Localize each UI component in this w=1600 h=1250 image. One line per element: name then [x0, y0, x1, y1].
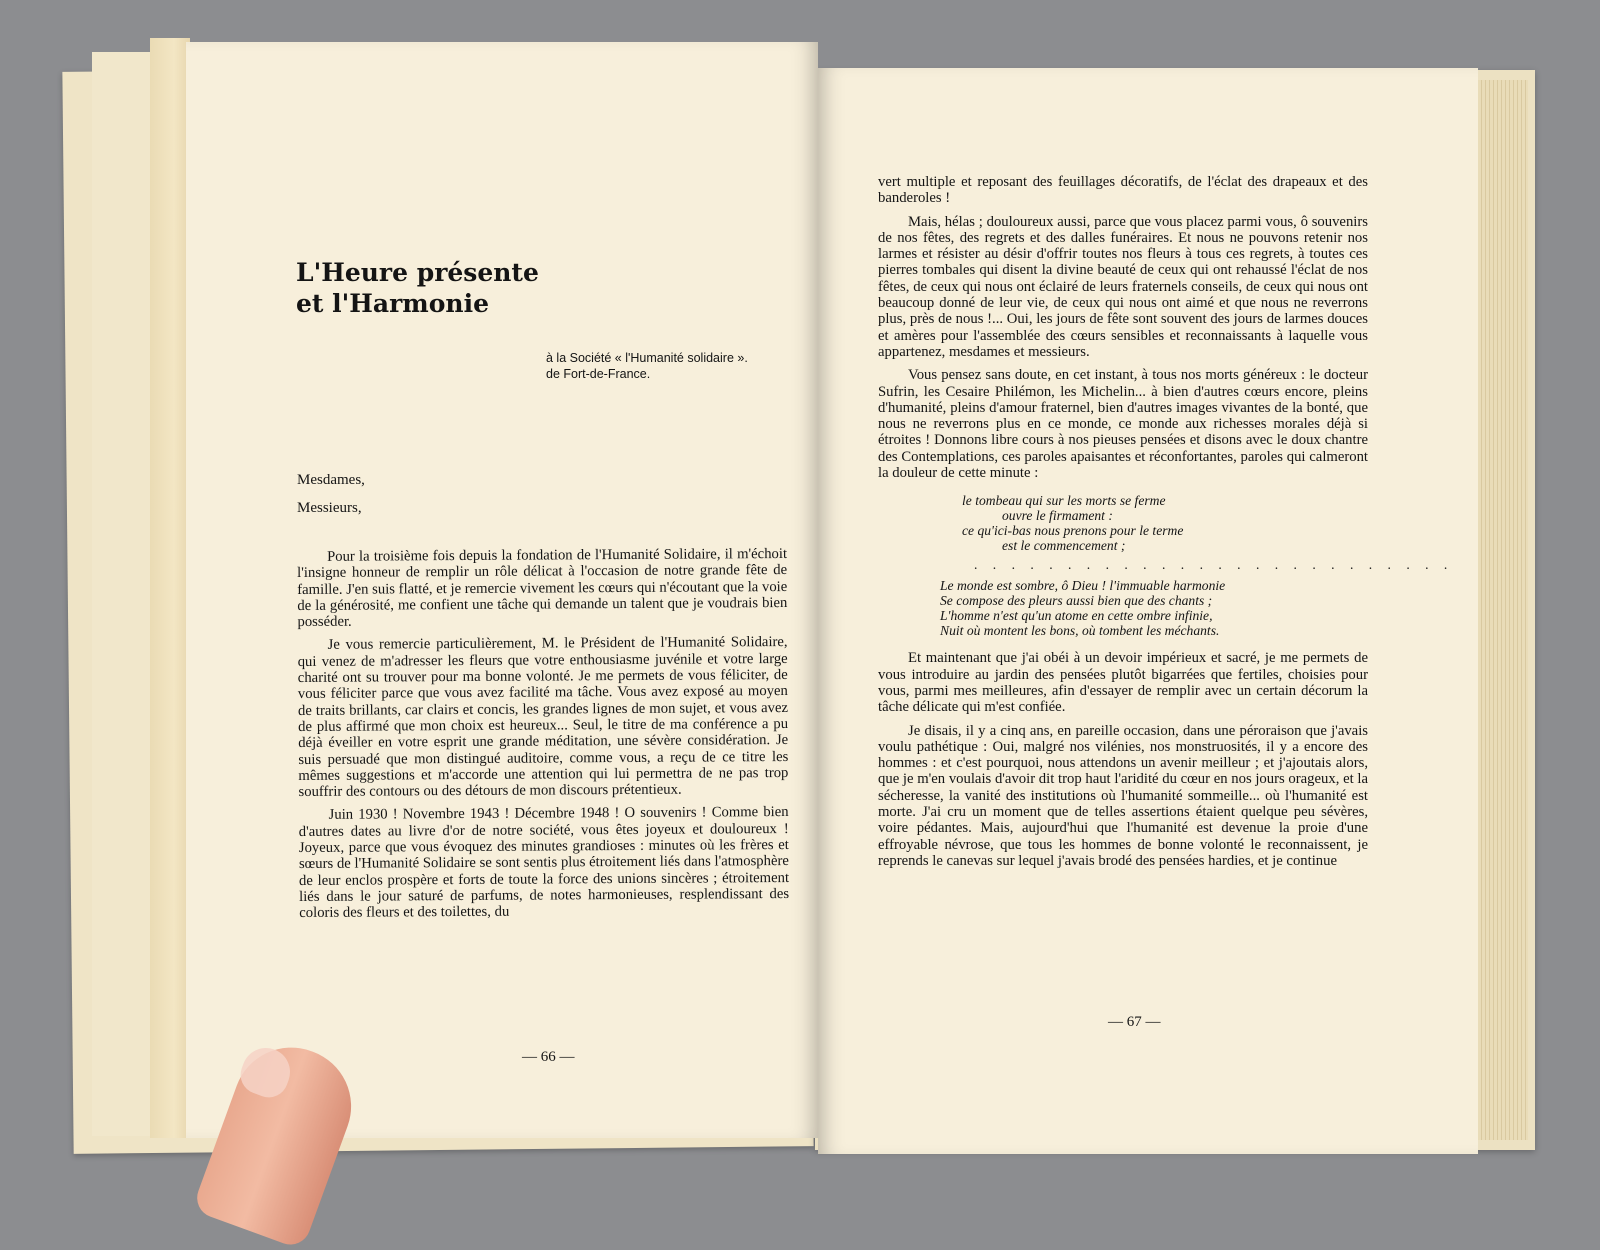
page-edges-right [1470, 80, 1528, 1140]
paragraph: Je vous remercie particulièrement, M. le Président de l'Humanité Solidaire, qui venez de m'adresser les fleurs que votre enthousiasme juvénile et votre large charité ont su trouver pour ma bonne volonté. Je me permets de vous féliciter, de vous féliciter parce que vous avez facilité ma tâche. Vous avez exposé au moyen de traits brillants, car clairs et concis, les grandes lignes de mon sujet, et vous avez de plus affirmé que mon choix est heureux... Seul, le titre de ma conférence a pu déjà éveiller en votre esprit une grande méditation, une sévère considération. Je suis persuadé que mon distingué auditoire, comme vous, a reçu de ce titre les mêmes suggestions et m'accorde une attention qui lui permettra de ne pas trop souffrir des contours ou des détours de mon discours prétentieux. [297, 634, 789, 801]
dedication-line-2: de Fort-de-France. [546, 367, 651, 381]
title-line-1: L'Heure présente [296, 258, 539, 287]
poem-line: Le monde est sombre, ô Dieu ! l'immuable harmonie [940, 578, 1226, 594]
dedication-line-1: à la Société « l'Humanité solidaire ». [546, 351, 748, 365]
paragraph: Juin 1930 ! Novembre 1943 ! Décembre 1948 ! O souvenirs ! Comme bien d'autres dates au livre d'or de notre société, vous êtes joyeux et douloureux ! Joyeux, parce que vous évoquez des minutes grandioses : minutes où les frères et sœurs de l'Humanité Solidaire se sont sentis plus étroitement liés dans l'atmosphère de leur enclos prospère et forts de toute la force des unions sincères ; étroitement liés dans le jour saturé de parfums, de notes harmonieuses, resplendissant des coloris des fleurs et des toilettes, du [298, 804, 790, 922]
page-number-right: — 67 — [1108, 1014, 1161, 1030]
title-line-2: et l'Harmonie [296, 289, 490, 318]
left-page [186, 42, 818, 1138]
poem-ellipsis: . . . . . . . . . . . . . . . . . . . . . . . . . . [974, 557, 1454, 573]
poem-line: le tombeau qui sur les morts se ferme [962, 493, 1166, 509]
poem-line: ouvre le firmament : [1002, 508, 1113, 524]
dedication [546, 350, 806, 382]
salutation-messieurs: Messieurs, [297, 500, 362, 516]
paragraph: Pour la troisième fois depuis la fondation de l'Humanité Solidaire, il m'échoit l'insigne honneur de remplir un rôle délicat à l'occasion de notre grande fête de famille. J'en suis flatté, et je remercie vivement les cœurs qui n'écoutant que la voie de la générosité, me confient une tâche qui demande un talent que je voudrais bien posséder. [297, 546, 788, 631]
poem-line: ce qu'ici-bas nous prenons pour le terme [962, 523, 1184, 539]
right-page [818, 68, 1478, 1154]
poem-line: Nuit où montent les bons, où tombent les méchants. [940, 623, 1220, 639]
paragraph: vert multiple et reposant des feuillages décoratifs, de l'éclat des drapeaux et des banderoles ! [878, 174, 1368, 207]
poem-line: L'homme n'est qu'un atome en cette ombre infinie, [940, 608, 1213, 624]
poem-line: Se compose des pleurs aussi bien que des chants ; [940, 593, 1213, 609]
right-body-text [878, 174, 1454, 876]
poem-quote [878, 493, 1454, 639]
chapter-title [296, 257, 539, 319]
left-body-text [297, 546, 789, 929]
salutation-mesdames: Mesdames, [297, 472, 365, 488]
poem-line: est le commencement ; [1002, 538, 1126, 554]
page-number-left: — 66 — [522, 1049, 575, 1065]
paragraph: Et maintenant que j'ai obéi à un devoir impérieux et sacré, je me permets de vous introduire au jardin des pensées plutôt bigarrées que fertiles, choisies pour vous, parmi mes meilleures, afin d'essayer de remplir avec un certain décorum la tâche délicate qui m'est confiée. [878, 650, 1368, 716]
paragraph: Je disais, il y a cinq ans, en pareille occasion, dans une péroraison que j'avais voulu pathétique : Oui, malgré nos vilénies, nos monstruosités, il y a encore des hommes : et c'est pourquoi, nous attendons un avenir meilleur ; et j'ajoutais alors, que je m'en voulais d'avoir dit trop haut l'aridité du cœur en nos jours orageux, et la sécheresse, la vanité des institutions où l'humanité sommeille... où l'humanité est morte. J'ai cru un moment que de telles assertions étaient quelque peu sévères, voire pédantes. Mais, aujourd'hui que l'humanité est devenue la proie d'une effroyable névrose, que tous les hommes de bonne volonté le reconnaissent, je reprends le canevas sur lequel j'avais brodé des pensées hardies, et je continue [878, 722, 1368, 869]
page-edges-left [150, 38, 190, 1138]
paragraph: Vous pensez sans doute, en cet instant, à tous nos morts généreux : le docteur Sufrin, les Cesaire Philémon, les Michelin... à bien d'autres cœurs encore, pleins d'humanité, pleins d'amour fraternel, bien d'autres images vivantes de la bonté, que nous ne reverrons plus en ce monde, ce monde aux richesses morales déjà si étroites ! Donnons libre cours à nos pieuses pensées et disons avec le doux chantre des Contemplations, ces paroles apaisantes et réconfortantes, paroles qui calmeront la douleur de cette minute : [878, 367, 1368, 482]
paragraph: Mais, hélas ; douloureux aussi, parce que vous placez parmi vous, ô souvenirs de nos fêtes, des regrets et des dalles funéraires. Et nous ne pouvons retenir nos larmes et résister au désir d'offrir toutes nos fleurs à tous ces regrets, à toutes ces pierres tombales qui disent la divine beauté de ceux qui ont rehaussé l'éclat de nos fêtes, de ceux qui nous ont éclairé de leurs fraternels conseils, de ceux qui nous ont beaucoup donné de leur vie, de ceux qui nous ont aimé et que nous ne reverrons plus, près de nous !... Oui, les jours de fête sont souvent des jours de larmes douces et amères pour l'assemblée des cœurs sensibles et reconnaissants à laquelle vous appartenez, mesdames et messieurs. [878, 213, 1368, 360]
